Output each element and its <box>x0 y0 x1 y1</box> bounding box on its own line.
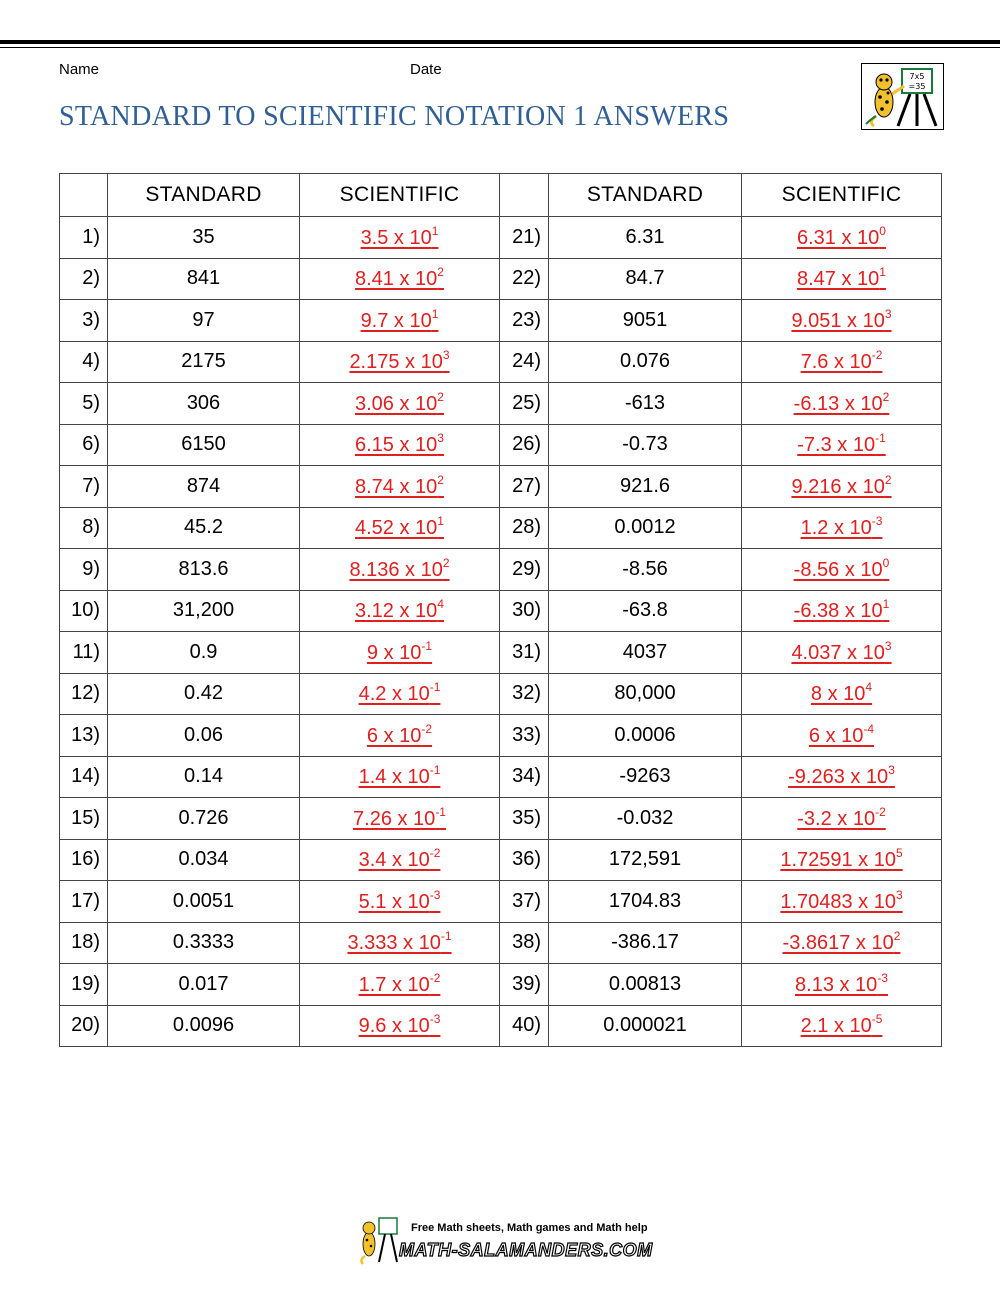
scientific-answer-cell <box>742 383 942 425</box>
standard-value: 0.076 <box>549 341 742 383</box>
scientific-answer <box>782 929 901 955</box>
scientific-answer <box>358 970 441 996</box>
standard-value: 6150 <box>108 424 300 466</box>
footer-tagline: Free Math sheets, Math games and Math help <box>411 1222 648 1234</box>
question-number: 40) <box>500 1005 549 1047</box>
answer-mantissa: 3.06 x 10 <box>355 392 438 415</box>
scientific-answer <box>793 597 890 623</box>
answer-mantissa: 9.7 x 10 <box>360 309 432 332</box>
answer-exponent: 1 <box>431 223 439 238</box>
standard-value: 0.017 <box>108 964 300 1006</box>
logo-card-top: 7x5 <box>909 72 925 81</box>
scientific-answer-cell <box>742 964 942 1006</box>
standard-value: 0.0006 <box>549 715 742 757</box>
scientific-answer-cell <box>742 881 942 923</box>
question-number: 21) <box>500 217 549 259</box>
answer-mantissa: -6.38 x 10 <box>793 600 883 623</box>
answer-mantissa: 9.051 x 10 <box>791 309 885 332</box>
question-number: 3) <box>60 300 108 342</box>
scientific-answer-cell <box>300 798 500 840</box>
scientific-answer <box>355 472 444 498</box>
scientific-answer-cell <box>742 1005 942 1047</box>
question-number: 37) <box>500 881 549 923</box>
answer-exponent: 2 <box>882 389 890 404</box>
answer-mantissa: 9.216 x 10 <box>791 475 885 498</box>
question-number: 29) <box>500 549 549 591</box>
question-number: 35) <box>500 798 549 840</box>
answer-exponent: 3 <box>895 887 903 902</box>
standard-value: 84.7 <box>549 258 742 300</box>
table-row <box>60 383 942 425</box>
question-number: 26) <box>500 424 549 466</box>
standard-value: 4037 <box>549 632 742 674</box>
table-row <box>60 300 942 342</box>
standard-value: -613 <box>549 383 742 425</box>
question-number: 33) <box>500 715 549 757</box>
table-row <box>60 839 942 881</box>
question-number: 16) <box>60 839 108 881</box>
question-number: 13) <box>60 715 108 757</box>
scientific-answer <box>358 1012 441 1038</box>
table-row <box>60 1005 942 1047</box>
answer-exponent: 1 <box>431 306 439 321</box>
header-blank <box>60 174 108 217</box>
scientific-answer <box>791 306 892 332</box>
answer-exponent: 1 <box>437 514 444 529</box>
question-number: 11) <box>60 632 108 674</box>
salamander-logo-icon <box>861 63 944 130</box>
table-row <box>60 964 942 1006</box>
question-number: 5) <box>60 383 108 425</box>
answer-exponent: 3 <box>888 763 895 778</box>
answer-mantissa: 6 x 10 <box>808 724 864 747</box>
scientific-answer-cell <box>300 922 500 964</box>
scientific-answer-cell <box>300 673 500 715</box>
standard-value: 0.14 <box>108 756 300 798</box>
answer-mantissa: 8 x 10 <box>810 683 866 706</box>
table-row <box>60 590 942 632</box>
answers-table <box>59 173 942 1047</box>
answer-exponent: 3 <box>437 431 444 446</box>
scientific-answer-cell <box>300 632 500 674</box>
question-number: 32) <box>500 673 549 715</box>
table-row <box>60 922 942 964</box>
answer-exponent: 3 <box>884 638 892 653</box>
scientific-answer-cell <box>742 466 942 508</box>
scientific-answer-cell <box>742 341 942 383</box>
standard-value: 813.6 <box>108 549 300 591</box>
answer-mantissa: 8.47 x 10 <box>797 268 880 291</box>
answer-mantissa: 6.15 x 10 <box>355 434 438 457</box>
scientific-answer <box>795 970 888 996</box>
answer-mantissa: 1.72591 x 10 <box>780 849 896 872</box>
salamander-logo-icon <box>355 1214 401 1266</box>
standard-value: 80,000 <box>549 673 742 715</box>
question-number: 4) <box>60 341 108 383</box>
scientific-answer-cell <box>300 466 500 508</box>
scientific-answer <box>800 1012 883 1038</box>
scientific-answer-cell <box>300 549 500 591</box>
standard-value: 0.000021 <box>549 1005 742 1047</box>
standard-value: 874 <box>108 466 300 508</box>
top-rule-thin <box>0 47 1000 48</box>
answer-exponent: 3 <box>884 306 892 321</box>
scientific-answer <box>358 887 441 913</box>
answer-mantissa: 3.5 x 10 <box>360 226 432 249</box>
question-number: 10) <box>60 590 108 632</box>
answer-exponent: -4 <box>863 721 875 736</box>
question-number: 20) <box>60 1005 108 1047</box>
standard-value: 2175 <box>108 341 300 383</box>
footer-site-name: MATH-SALAMANDERS.COM <box>399 1240 653 1260</box>
standard-value: 0.0096 <box>108 1005 300 1047</box>
standard-value: -9263 <box>549 756 742 798</box>
question-number: 7) <box>60 466 108 508</box>
scientific-answer <box>358 680 441 706</box>
scientific-answer <box>808 721 875 747</box>
scientific-answer-cell <box>742 798 942 840</box>
scientific-answer <box>810 680 873 706</box>
question-number: 23) <box>500 300 549 342</box>
standard-value: 0.3333 <box>108 922 300 964</box>
standard-value: 0.00813 <box>549 964 742 1006</box>
table-row <box>60 424 942 466</box>
answer-mantissa: 1.4 x 10 <box>358 766 430 789</box>
table-header-row <box>60 174 942 217</box>
header-blank <box>500 174 549 217</box>
answer-mantissa: -9.263 x 10 <box>788 766 889 789</box>
scientific-answer-cell <box>742 673 942 715</box>
standard-value: 9051 <box>549 300 742 342</box>
header-scientific: SCIENTIFIC <box>742 174 942 217</box>
answer-exponent: 1 <box>879 265 886 280</box>
answer-mantissa: 3.4 x 10 <box>358 849 430 872</box>
scientific-answer-cell <box>742 590 942 632</box>
answer-mantissa: -8.56 x 10 <box>793 558 883 581</box>
answer-exponent: -3 <box>429 1012 441 1027</box>
scientific-answer-cell <box>742 922 942 964</box>
standard-value: -63.8 <box>549 590 742 632</box>
header-standard: STANDARD <box>549 174 742 217</box>
scientific-answer <box>349 555 450 581</box>
question-number: 12) <box>60 673 108 715</box>
question-number: 25) <box>500 383 549 425</box>
table-row <box>60 341 942 383</box>
scientific-answer-cell <box>300 258 500 300</box>
answer-exponent: 2 <box>437 265 444 280</box>
scientific-answer <box>800 514 883 540</box>
scientific-answer <box>353 804 446 830</box>
answer-exponent: 2 <box>884 472 892 487</box>
answer-exponent: -2 <box>875 804 886 819</box>
scientific-answer <box>355 265 444 291</box>
answer-mantissa: 5.1 x 10 <box>358 890 430 913</box>
answer-mantissa: -3.8617 x 10 <box>782 932 894 955</box>
answer-mantissa: 1.7 x 10 <box>358 973 430 996</box>
standard-value: 45.2 <box>108 507 300 549</box>
answer-exponent: -3 <box>429 887 441 902</box>
answer-exponent: -2 <box>871 348 883 363</box>
answer-exponent: 2 <box>442 555 450 570</box>
answer-mantissa: -7.3 x 10 <box>797 434 876 457</box>
scientific-answer-cell <box>742 839 942 881</box>
answer-exponent: -1 <box>440 929 452 944</box>
scientific-answer-cell <box>300 507 500 549</box>
table-row <box>60 632 942 674</box>
scientific-answer-cell <box>300 839 500 881</box>
question-number: 30) <box>500 590 549 632</box>
answer-mantissa: 8.74 x 10 <box>355 475 438 498</box>
question-number: 36) <box>500 839 549 881</box>
scientific-answer <box>780 846 903 872</box>
answer-exponent: 1 <box>882 597 890 612</box>
scientific-answer-cell <box>300 590 500 632</box>
standard-value: 921.6 <box>549 466 742 508</box>
answer-mantissa: 8.13 x 10 <box>795 973 878 996</box>
scientific-answer <box>360 223 439 249</box>
standard-value: 0.9 <box>108 632 300 674</box>
scientific-answer <box>347 929 452 955</box>
scientific-answer-cell <box>742 715 942 757</box>
scientific-answer-cell <box>300 964 500 1006</box>
table-row <box>60 549 942 591</box>
answer-mantissa: 8.136 x 10 <box>349 558 443 581</box>
question-number: 14) <box>60 756 108 798</box>
answer-mantissa: 6 x 10 <box>366 724 422 747</box>
name-label: Name <box>59 61 100 78</box>
answer-mantissa: 7.6 x 10 <box>800 351 872 374</box>
scientific-answer-cell <box>300 715 500 757</box>
header-scientific: SCIENTIFIC <box>300 174 500 217</box>
scientific-answer-cell <box>300 341 500 383</box>
standard-value: 306 <box>108 383 300 425</box>
scientific-answer <box>355 597 444 623</box>
answer-exponent: -2 <box>429 846 441 861</box>
scientific-answer-cell <box>742 756 942 798</box>
scientific-answer-cell <box>300 217 500 259</box>
scientific-answer-cell <box>300 383 500 425</box>
table-row <box>60 756 942 798</box>
question-number: 27) <box>500 466 549 508</box>
scientific-answer-cell <box>742 549 942 591</box>
standard-value: -0.032 <box>549 798 742 840</box>
scientific-answer <box>355 514 444 540</box>
question-number: 18) <box>60 922 108 964</box>
standard-value: 6.31 <box>549 217 742 259</box>
scientific-answer <box>791 638 892 664</box>
standard-value: 31,200 <box>108 590 300 632</box>
question-number: 19) <box>60 964 108 1006</box>
footer-logo <box>355 1214 653 1266</box>
answer-mantissa: 4.037 x 10 <box>791 641 885 664</box>
standard-value: 172,591 <box>549 839 742 881</box>
scientific-answer-cell <box>742 258 942 300</box>
table-row <box>60 798 942 840</box>
answer-exponent: -2 <box>421 721 433 736</box>
question-number: 17) <box>60 881 108 923</box>
question-number: 34) <box>500 756 549 798</box>
question-number: 39) <box>500 964 549 1006</box>
standard-value: 841 <box>108 258 300 300</box>
answer-mantissa: 7.26 x 10 <box>353 807 436 830</box>
scientific-answer <box>360 306 439 332</box>
scientific-answer <box>793 555 890 581</box>
scientific-answer <box>355 389 444 415</box>
question-number: 1) <box>60 217 108 259</box>
standard-value: -386.17 <box>549 922 742 964</box>
question-number: 15) <box>60 798 108 840</box>
answer-mantissa: -3.2 x 10 <box>797 807 876 830</box>
scientific-answer <box>797 223 886 249</box>
answer-mantissa: 8.41 x 10 <box>355 268 438 291</box>
answer-exponent: -5 <box>871 1012 883 1027</box>
scientific-answer <box>355 431 444 457</box>
scientific-answer-cell <box>742 217 942 259</box>
scientific-answer <box>788 763 895 789</box>
answer-exponent: -1 <box>435 804 446 819</box>
answer-exponent: -1 <box>421 638 433 653</box>
answer-exponent: -3 <box>871 514 883 529</box>
scientific-answer <box>797 804 886 830</box>
scientific-answer-cell <box>300 881 500 923</box>
answer-mantissa: 3.12 x 10 <box>355 600 438 623</box>
question-number: 24) <box>500 341 549 383</box>
answer-exponent: 2 <box>893 929 901 944</box>
table-row <box>60 715 942 757</box>
answer-mantissa: 4.2 x 10 <box>358 683 430 706</box>
answer-exponent: -1 <box>875 431 886 446</box>
scientific-answer <box>366 638 433 664</box>
answer-mantissa: 2.1 x 10 <box>800 1015 872 1038</box>
answer-exponent: -3 <box>877 970 888 985</box>
answer-exponent: -2 <box>429 970 441 985</box>
scientific-answer-cell <box>300 300 500 342</box>
scientific-answer-cell <box>300 756 500 798</box>
standard-value: -0.73 <box>549 424 742 466</box>
question-number: 38) <box>500 922 549 964</box>
scientific-answer <box>358 846 441 872</box>
answer-mantissa: 2.175 x 10 <box>349 351 443 374</box>
answer-mantissa: 6.31 x 10 <box>797 226 880 249</box>
table-row <box>60 217 942 259</box>
question-number: 22) <box>500 258 549 300</box>
standard-value: 0.726 <box>108 798 300 840</box>
scientific-answer-cell <box>300 1005 500 1047</box>
standard-value: 1704.83 <box>549 881 742 923</box>
header-standard: STANDARD <box>108 174 300 217</box>
question-number: 28) <box>500 507 549 549</box>
standard-value: -8.56 <box>549 549 742 591</box>
page-title: STANDARD TO SCIENTIFIC NOTATION 1 ANSWERS <box>59 101 730 132</box>
answer-exponent: 2 <box>437 472 444 487</box>
table-row <box>60 466 942 508</box>
standard-value: 0.42 <box>108 673 300 715</box>
answer-mantissa: -6.13 x 10 <box>793 392 883 415</box>
logo-card-bottom: =35 <box>908 82 926 91</box>
answer-mantissa: 3.333 x 10 <box>347 932 441 955</box>
answer-exponent: -1 <box>429 680 441 695</box>
question-number: 31) <box>500 632 549 674</box>
scientific-answer-cell <box>300 424 500 466</box>
answer-exponent: 4 <box>865 680 873 695</box>
table-row <box>60 258 942 300</box>
scientific-answer <box>366 721 433 747</box>
table-row <box>60 881 942 923</box>
answer-exponent: 3 <box>442 348 450 363</box>
standard-value: 0.0012 <box>549 507 742 549</box>
question-number: 9) <box>60 549 108 591</box>
standard-value: 97 <box>108 300 300 342</box>
scientific-answer <box>793 389 890 415</box>
standard-value: 35 <box>108 217 300 259</box>
question-number: 2) <box>60 258 108 300</box>
top-rule-thick <box>0 40 1000 44</box>
answer-exponent: 5 <box>895 846 903 861</box>
standard-value: 0.034 <box>108 839 300 881</box>
scientific-answer-cell <box>742 300 942 342</box>
date-label: Date <box>410 61 442 78</box>
scientific-answer-cell <box>742 507 942 549</box>
scientific-answer-cell <box>742 424 942 466</box>
question-number: 6) <box>60 424 108 466</box>
answer-mantissa: 9.6 x 10 <box>358 1015 430 1038</box>
standard-value: 0.0051 <box>108 881 300 923</box>
scientific-answer <box>797 265 886 291</box>
answer-mantissa: 4.52 x 10 <box>355 517 438 540</box>
scientific-answer-cell <box>742 632 942 674</box>
answer-mantissa: 1.2 x 10 <box>800 517 872 540</box>
answer-mantissa: 9 x 10 <box>366 641 422 664</box>
scientific-answer <box>800 348 883 374</box>
standard-value: 0.06 <box>108 715 300 757</box>
question-number: 8) <box>60 507 108 549</box>
table-row <box>60 507 942 549</box>
table-row <box>60 673 942 715</box>
scientific-answer <box>358 763 441 789</box>
answer-exponent: -1 <box>429 763 441 778</box>
answer-exponent: 0 <box>882 555 890 570</box>
answer-exponent: 2 <box>437 389 444 404</box>
answer-exponent: 4 <box>437 597 444 612</box>
scientific-answer <box>780 887 903 913</box>
scientific-answer <box>791 472 892 498</box>
answer-exponent: 0 <box>879 223 886 238</box>
scientific-answer <box>797 431 886 457</box>
answer-mantissa: 1.70483 x 10 <box>780 890 896 913</box>
scientific-answer <box>349 348 450 374</box>
